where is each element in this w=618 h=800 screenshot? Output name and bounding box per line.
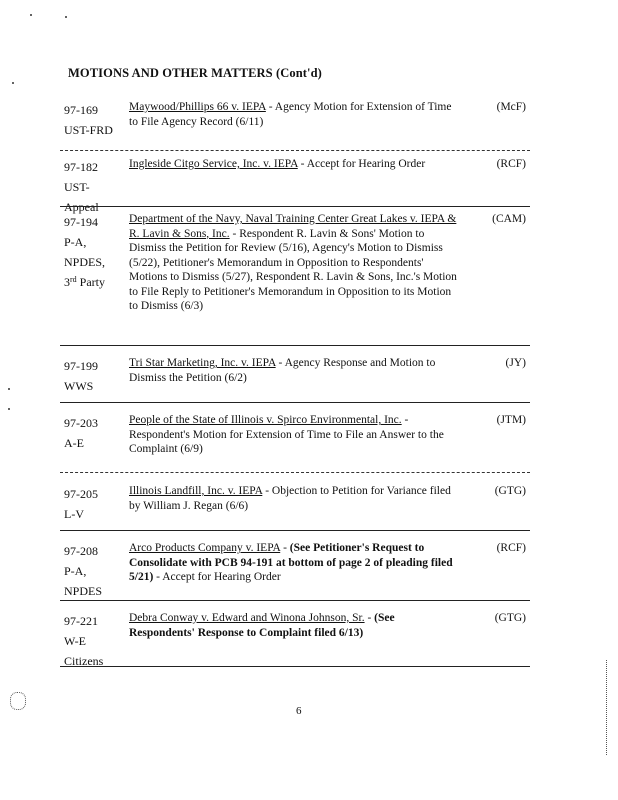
case-caption: Maywood/Phillips 66 v. IEPA	[129, 101, 266, 113]
scan-edge-line	[606, 660, 607, 755]
board-member-initials: (GTG)	[494, 612, 526, 624]
entry-text: - Accept for Hearing Order	[297, 158, 426, 170]
docket-number-block	[64, 413, 126, 453]
docket-number-block	[64, 100, 126, 140]
board-member-initials: (GTG)	[494, 485, 526, 497]
entry-text-prefix: -	[364, 612, 375, 624]
docket-category: Appeal	[64, 200, 99, 214]
docket-category: Citizens	[64, 654, 104, 668]
entry-description	[129, 212, 459, 314]
docket-number-block	[64, 484, 126, 524]
docket-category: L-V	[64, 507, 84, 521]
entry-bold-note: (See Petitioner's Request to Consolidate with PCB 94-191 at bottom of page 2 of pleading filed 5/21)	[129, 542, 453, 583]
entry-description	[129, 100, 459, 129]
docket-category: P-A,	[64, 564, 87, 578]
docket-number-block	[64, 157, 126, 217]
scan-speck	[12, 82, 14, 84]
docket-category: NPDES,	[64, 255, 106, 269]
entry-text: - Respondent's Motion for Extension of Time to File an Answer to the Complaint (6/9)	[129, 414, 444, 455]
docket-number: 97-194	[64, 215, 98, 229]
entry-divider	[60, 206, 530, 207]
scan-speck	[8, 408, 10, 410]
docket-number: 97-205	[64, 487, 98, 501]
entry-divider	[60, 345, 530, 346]
docket-category: W-E	[64, 634, 86, 648]
entry-text: - Respondent R. Lavin & Sons' Motion to Dismiss the Petition for Review (5/16), Agency's Motion to Dismiss (5/22), Petitioner's Memorandum in Opposition to Respondents' Motions to Dismiss (5/27), Respondent R. Lavin & Sons, Inc.'s Motion to File Reply to Petitioner's Memorandum in Opposition to its Motion to Dismiss (6/3)	[129, 227, 457, 312]
docket-category: A-E	[64, 436, 84, 450]
entry-description	[129, 611, 459, 640]
entry-description	[129, 541, 459, 585]
docket-category: NPDES	[64, 584, 103, 598]
docket-category: UST-	[64, 180, 90, 194]
scan-mark	[10, 692, 26, 710]
docket-category: WWS	[64, 379, 94, 393]
board-member-initials: (McF)	[496, 101, 526, 113]
entry-description	[129, 484, 459, 513]
entry-description	[129, 356, 459, 385]
entry-description	[129, 413, 459, 457]
docket-category: 3rd Party	[64, 275, 106, 289]
entry-bold-note: (See Respondents' Response to Complaint filed 6/13)	[129, 612, 395, 639]
page-number: 6	[296, 705, 302, 717]
docket-number: 97-169	[64, 103, 98, 117]
docket-number: 97-221	[64, 614, 98, 628]
docket-number: 97-203	[64, 416, 98, 430]
docket-number: 97-182	[64, 160, 98, 174]
scan-speck	[8, 388, 10, 390]
scan-speck	[65, 16, 67, 18]
section-heading: MOTIONS AND OTHER MATTERS (Cont'd)	[68, 66, 322, 80]
case-caption: Debra Conway v. Edward and Winona Johnson, Sr.	[129, 612, 365, 624]
docket-category: P-A,	[64, 235, 87, 249]
docket-number-block	[64, 541, 126, 601]
board-member-initials: (RCF)	[496, 158, 526, 170]
case-caption: People of the State of Illinois v. Spirco Environmental, Inc.	[129, 414, 402, 426]
entry-text-prefix: -	[280, 542, 290, 554]
case-caption: Illinois Landfill, Inc. v. IEPA	[129, 485, 263, 497]
docket-number-block	[64, 212, 126, 292]
case-caption: Department of the Navy, Naval Training Center Great Lakes v. IEPA & R. Lavin & Sons, Inc.	[129, 213, 457, 240]
entry-divider	[60, 530, 530, 531]
entry-description	[129, 157, 459, 172]
entry-text: - Accept for Hearing Order	[153, 571, 281, 583]
board-member-initials: (RCF)	[496, 542, 526, 554]
entry-divider	[60, 472, 530, 473]
board-member-initials: (JY)	[505, 357, 526, 369]
entry-text: - Objection to Petition for Variance filed by William J. Regan (6/6)	[129, 485, 451, 512]
case-caption: Tri Star Marketing, Inc. v. IEPA	[129, 357, 276, 369]
scan-speck	[30, 14, 32, 16]
entry-divider	[60, 600, 530, 601]
entry-divider	[60, 150, 530, 151]
entry-divider	[60, 402, 530, 403]
docket-number: 97-199	[64, 359, 98, 373]
case-caption: Ingleside Citgo Service, Inc. v. IEPA	[129, 158, 298, 170]
entry-text: - Agency Motion for Extension of Time to File Agency Record (6/11)	[129, 101, 452, 128]
entry-divider	[60, 666, 530, 667]
board-member-initials: (JTM)	[496, 414, 526, 426]
docket-number: 97-208	[64, 544, 98, 558]
board-member-initials: (CAM)	[492, 213, 526, 225]
entry-text: - Agency Response and Motion to Dismiss the Petition (6/2)	[129, 357, 436, 384]
docket-number-block	[64, 356, 126, 396]
docket-number-block	[64, 611, 126, 671]
docket-category: UST-FRD	[64, 123, 113, 137]
case-caption: Arco Products Company v. IEPA	[129, 542, 281, 554]
